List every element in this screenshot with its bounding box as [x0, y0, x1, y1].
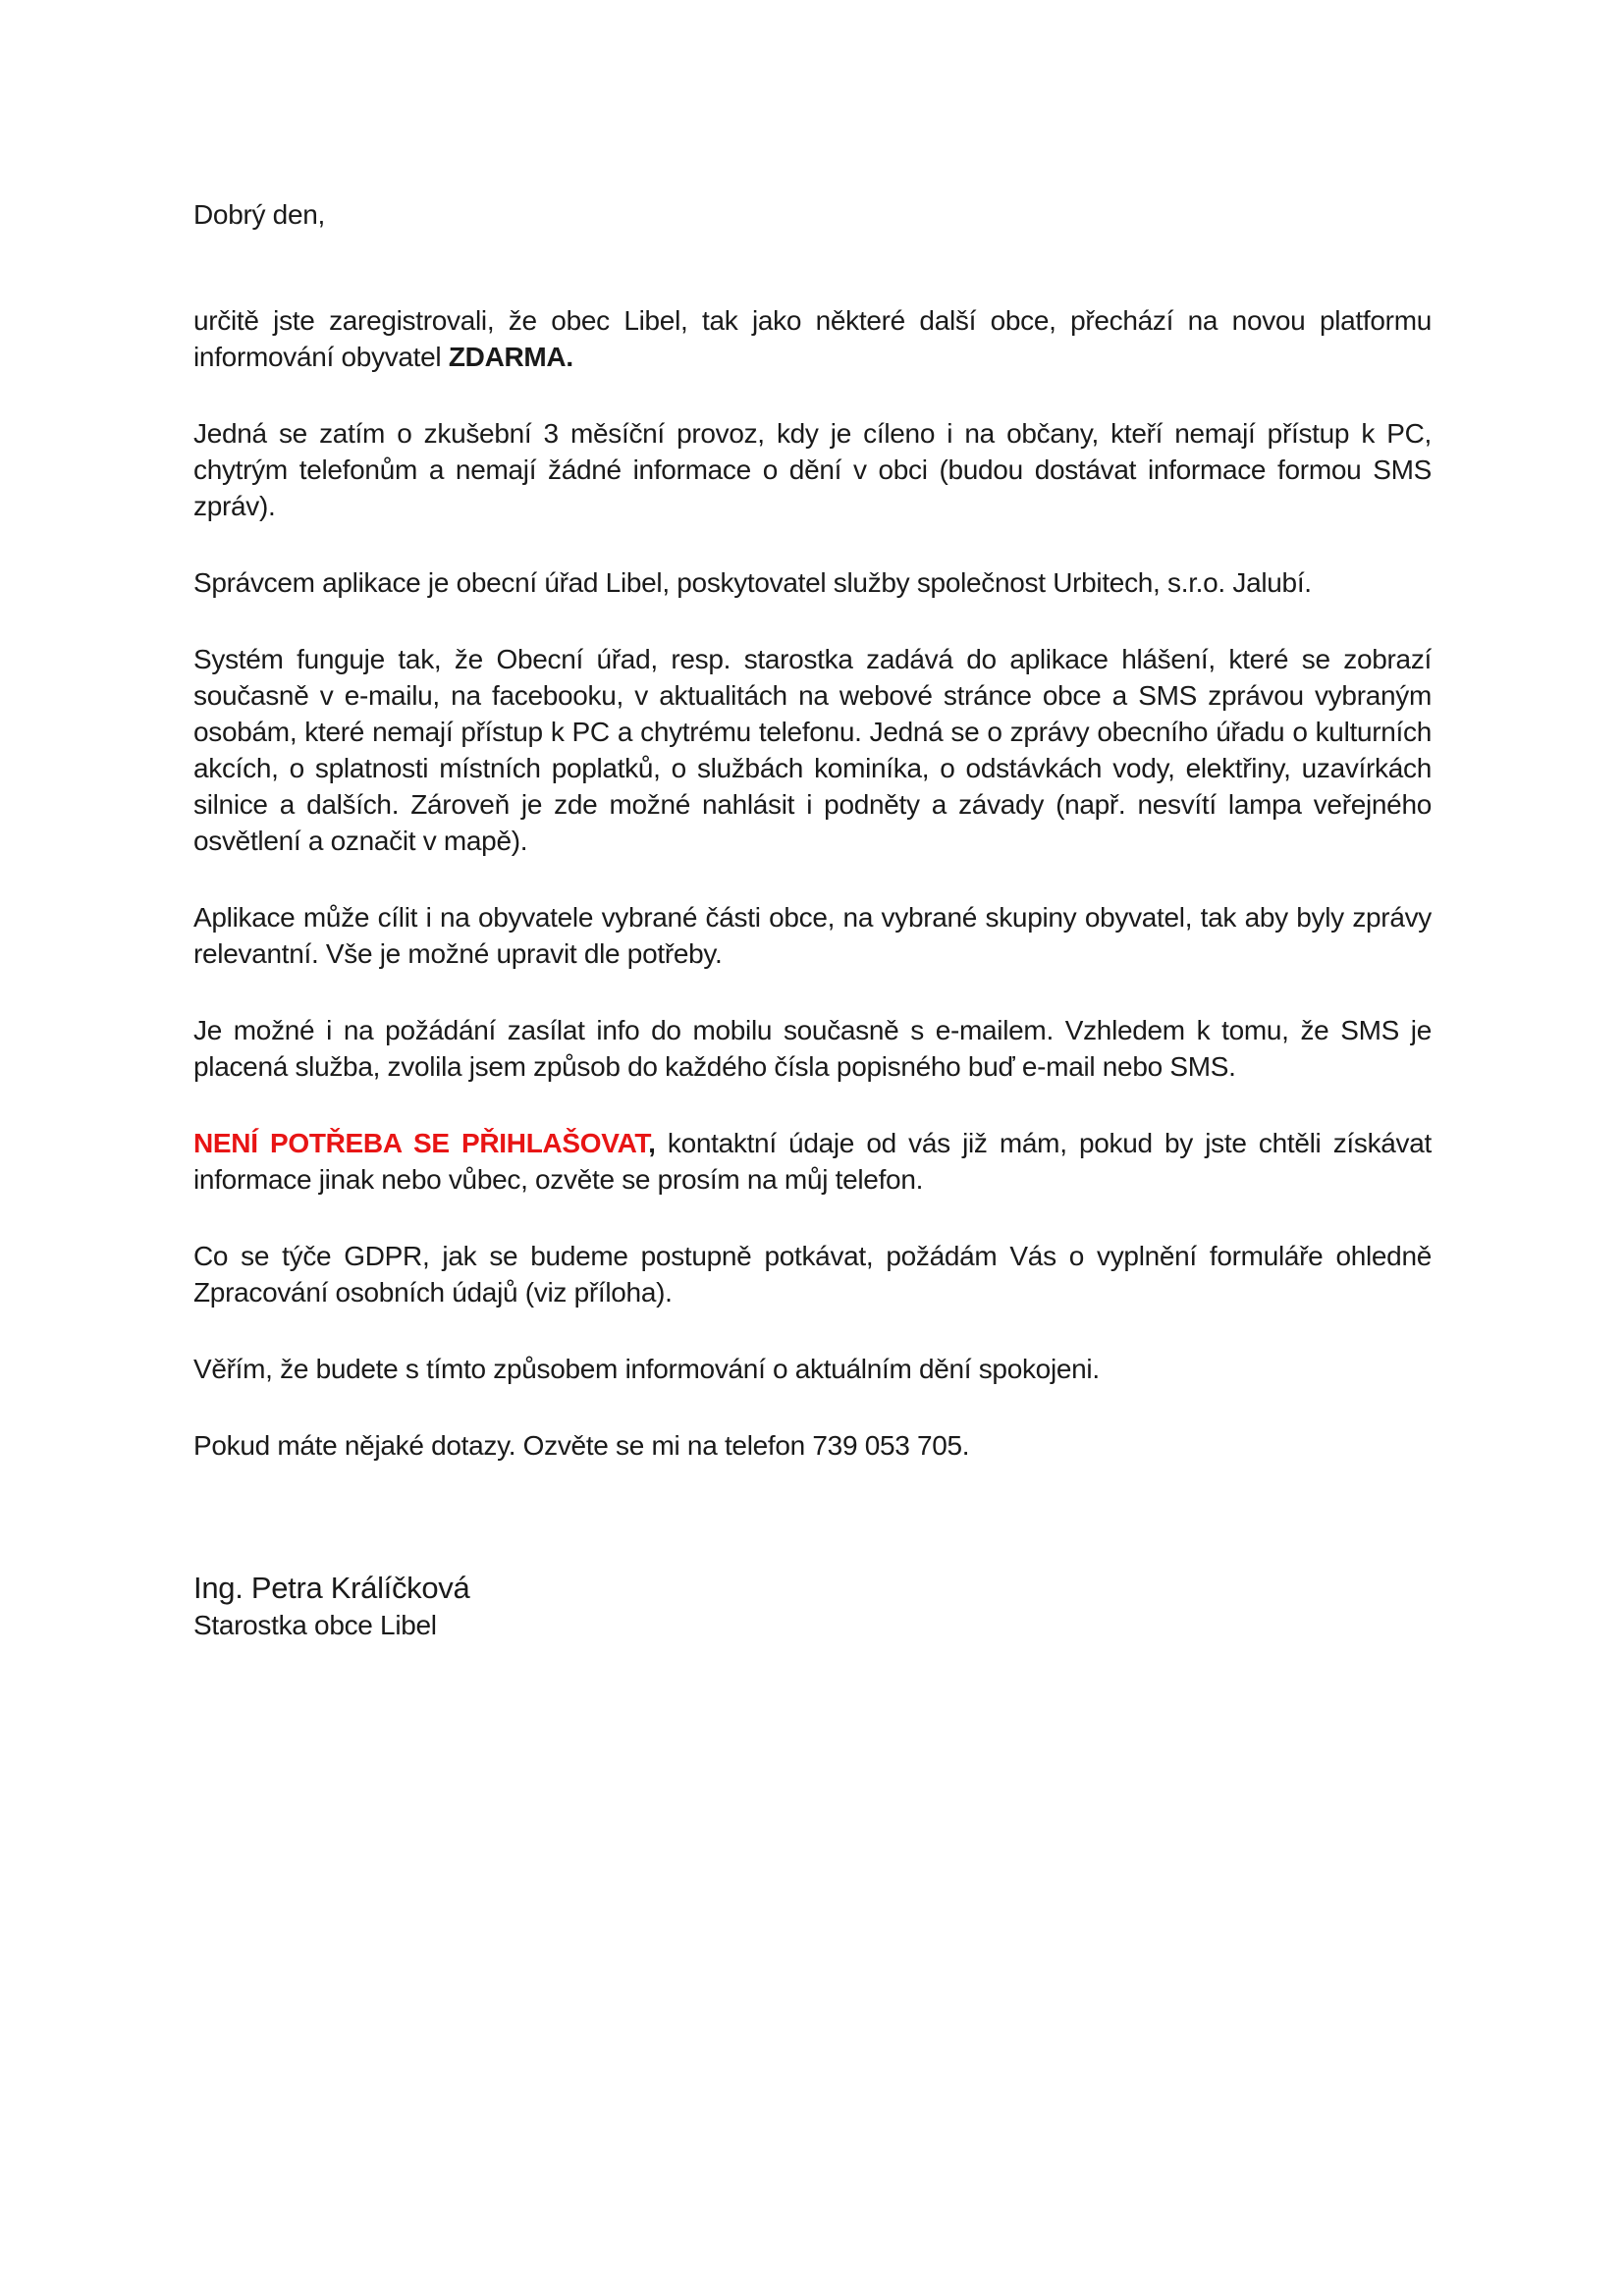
paragraph-gdpr — [193, 1238, 1432, 1310]
greeting: Dobrý den, — [193, 199, 325, 230]
text-segment: Je možné i na požádání zasílat info do mobilu současně s e-mailem. Vzhledem k tomu, že SMS je placená služba, zvolila jsem způsob do každého čísla popisného buď e-mail nebo SMS. — [193, 1015, 1432, 1082]
text-segment: Co se týče GDPR, jak se budeme postupně potkávat, požádám Vás o vyplnění formuláře ohledně Zpracování osobních údajů (viz příloha). — [193, 1241, 1432, 1308]
text-segment: Aplikace může cílit i na obyvatele vybrané části obce, na vybrané skupiny obyvatel, tak aby byly zprávy relevantní. Vše je možné upravit dle potřeby. — [193, 902, 1432, 969]
signature-name: Ing. Petra Králíčková — [193, 1571, 470, 1605]
text-segment: Jedná se zatím o zkušební 3 měsíční provoz, kdy je cíleno i na občany, kteří nemají přístup k PC, chytrým telefonům a nemají žádné informace o dění v obci (budou dostávat informace formou SMS zpráv). — [193, 418, 1432, 521]
blank-line — [193, 1504, 1432, 1570]
paragraph-administrator — [193, 564, 1432, 601]
signature-role: Starostka obce Libel — [193, 1610, 437, 1640]
text-segment: Věřím, že budete s tímto způsobem informování o aktuálním dění spokojeni. — [193, 1354, 1100, 1384]
paragraph-how-it-works — [193, 641, 1432, 859]
text-segment: kontaktní údaje od vás již mám, pokud by jste chtěli získávat informace jinak nebo vůbec, ozvěte se prosím na můj telefon. — [193, 1128, 1432, 1195]
text-segment: určitě jste zaregistrovali, že obec Libel, tak jako některé další obce, přechází na novou platformu informování obyvatel — [193, 305, 1432, 372]
text-segment: , — [648, 1128, 656, 1158]
blank-line — [193, 273, 1432, 302]
signature-block — [193, 1570, 1432, 1643]
paragraph-sms-option — [193, 1012, 1432, 1085]
paragraph-trial-period — [193, 415, 1432, 524]
text-segment: Správcem aplikace je obecní úřad Libel, poskytovatel služby společnost Urbitech, s.r.o. Jalubí. — [193, 567, 1312, 598]
highlighted-text: NENÍ POTŘEBA SE PŘIHLAŠOVAT — [193, 1128, 649, 1158]
paragraph-questions — [193, 1427, 1432, 1464]
paragraph-no-registration — [193, 1125, 1432, 1198]
letter-body — [193, 302, 1432, 1464]
paragraph-intro-platform — [193, 302, 1432, 375]
paragraph-targeting — [193, 899, 1432, 972]
text-segment: ZDARMA. — [448, 342, 573, 372]
text-segment: Systém funguje tak, že Obecní úřad, resp. starostka zadává do aplikace hlášení, které se zobrazí současně v e-mailu, na facebooku, v aktualitách na webové stránce obce a SMS zprávou vybraným osobám, které nemají přístup k PC a chytrému telefonu. Jedná se o zprávy obecního úřadu o kulturních akcích, o splatnosti místních poplatků, o službách kominíka, o odstávkách vody, elektřiny, uzavírkách silnice a dalších. Zároveň je zde možné nahlásit i podněty a závady (např. nesvítí lampa veřejného osvětlení a označit v mapě). — [193, 644, 1432, 856]
paragraph-hope — [193, 1351, 1432, 1387]
text-segment: Pokud máte nějaké dotazy. Ozvěte se mi na telefon 739 053 705. — [193, 1430, 970, 1461]
